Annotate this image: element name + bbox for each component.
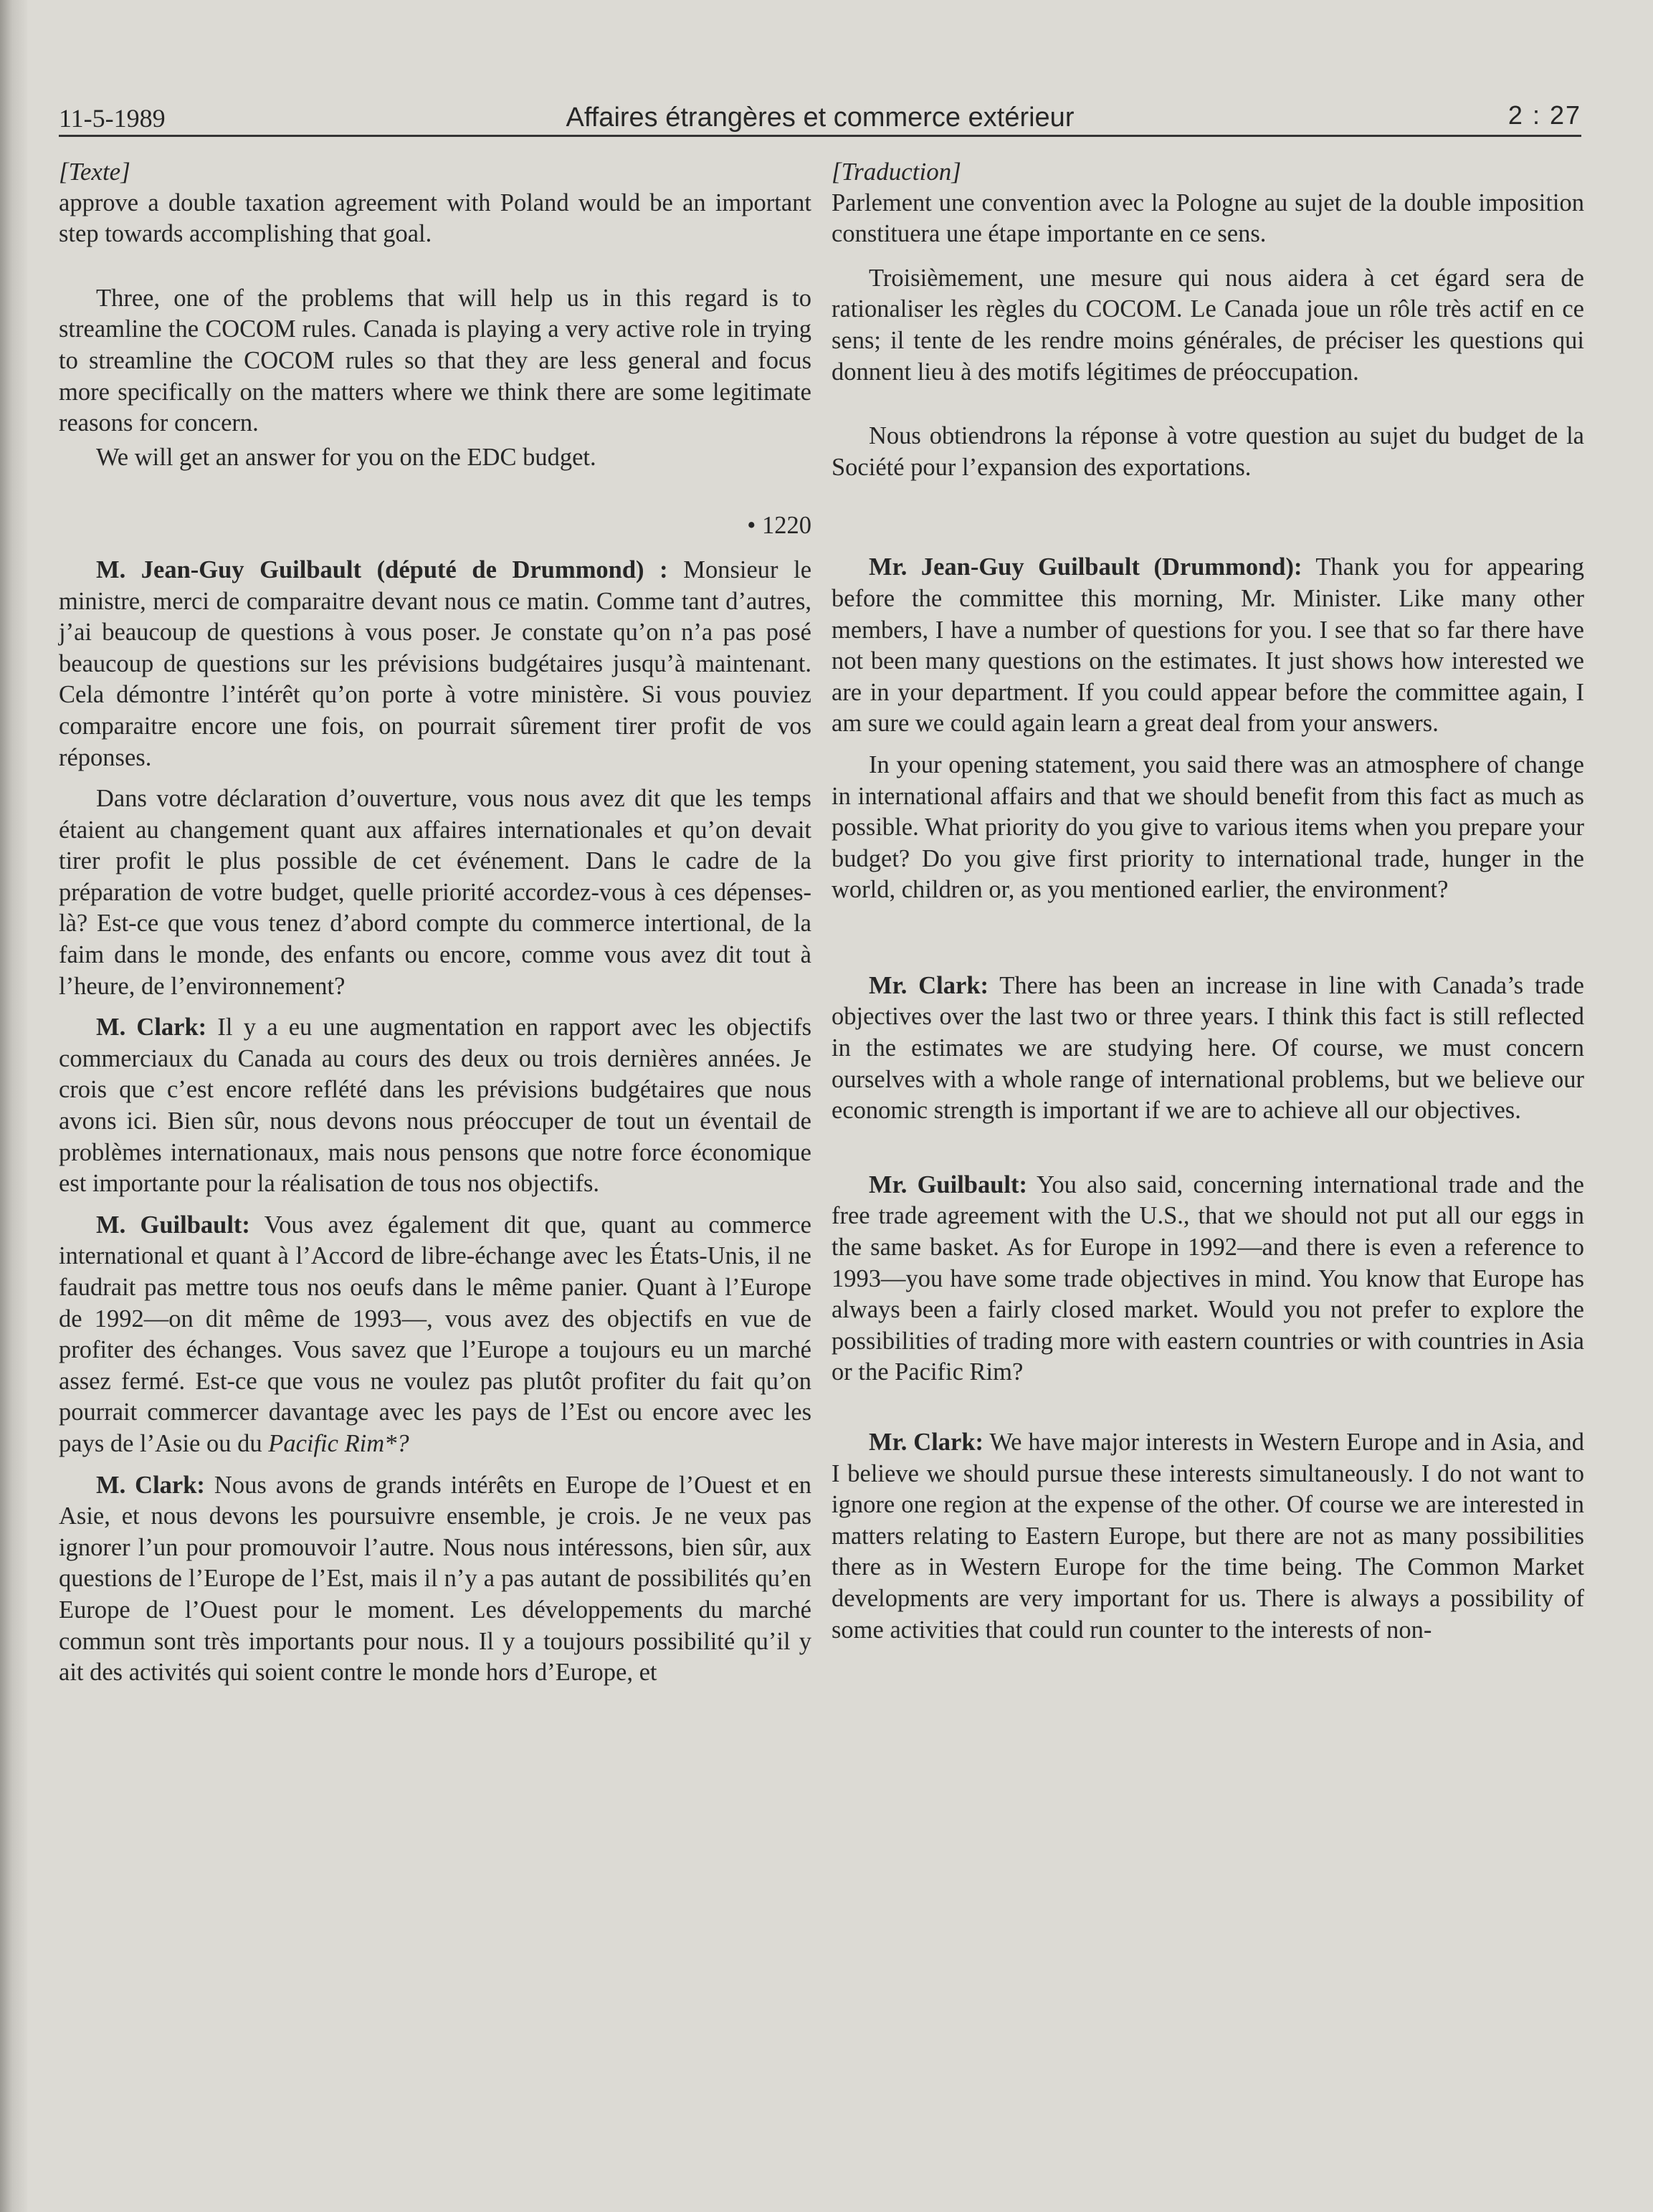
speech-text: We have major interests in Western Europe and in Asia, and I believe we should pursue these interests simultaneously. I do not want to ignore one region at the expense of the other. Of course we are interested in matters relating to Eastern Europe, but there are not as many possibilities there as in Western Europe for the time being. The Common Market developments are very important for us. There is always a possibility of some activities that could run counter to the interests of non- bbox=[832, 1429, 1584, 1644]
page-binding-shadow bbox=[0, 0, 27, 2212]
speaker-name: M. Clark: bbox=[96, 1471, 205, 1499]
speech-guilbault bbox=[59, 1210, 811, 1460]
paragraph: Three, one of the problems that will help us in this regard is to streamline the COCOM rules. Canada is playing a very active role in trying to streamline the COCOM rules so that they are less general and focus more specifically on the matters where we think there are some legitimate reasons for concern. bbox=[59, 284, 811, 437]
speech-clark bbox=[832, 971, 1584, 1127]
speaker-name: Mr. Jean-Guy Guilbault (Drummond): bbox=[869, 553, 1302, 581]
header-date: 11-5-1989 bbox=[59, 104, 166, 133]
speech-text: You also said, concerning international trade and the free trade agreement with the U.S., that we should not put all our eggs in the same basket. As for Europe in 1992—and there is even a reference to 1993—you have some trade objectives in mind. You know that Europe has always been a fairly closed market. Would you not prefer to explore the possibilities of trading more with eastern countries or with countries in Asia or the Pacific Rim? bbox=[832, 1171, 1584, 1386]
paragraph: Nous obtiendrons la réponse à votre question au sujet du budget de la Société pour l’expansion des exportations. bbox=[832, 422, 1584, 481]
speech-text: Il y a eu une augmentation en rapport avec les objectifs commerciaux du Canada au cours des deux ou trois dernières années. Je crois que c’est encore reflété dans les prévisions budgétaires que nous avons ici. Bien sûr, nous devons nous préoccuper de tout un éventail de problèmes internationaux, mais nous pensons que notre force économique est importante pour la réalisation de tous nos objectifs. bbox=[59, 1014, 811, 1198]
speech-text: Thank you for appearing before the committee this morning, Mr. Minister. Like many other members, I have a number of questions for you. I see that so far there have not been many questions on the estimates. It just shows how interested we are in your department. If you could appear before the committee again, I am sure we could again learn a great deal from your answers. bbox=[832, 553, 1584, 738]
paragraph: Parlement une convention avec la Pologne au sujet de la double imposition constituera une étape importante en ce sens. bbox=[832, 189, 1584, 248]
speech-text: Monsieur le ministre, merci de comparaitre devant nous ce matin. Comme tant d’autres, j’ai beaucoup de questions à vous poser. Je constate qu’on n’a pas posé beaucoup de questions sur les prévisions budgétaires jusqu’à maintenant. Cela démontre l’intérêt qu’on porte à votre ministère. Si vous pouviez comparaitre encore une fois, on pourrait sûrement tirer profit de vos réponses. bbox=[59, 556, 812, 771]
paragraph: Dans votre déclaration d’ouverture, vous nous avez dit que les temps étaient au changement quant aux affaires internationales et qu’on devait tirer profit le plus possible de cet événement. Dans le cadre de la préparation de votre budget, quelle priorité accordez-vous à ces dépenses-là? Est-ce que vous tenez d’abord compte du commerce intertional, de la faim dans le monde, des enfants ou encore, comme vous avez dit tout à l’heure, de l’environnement? bbox=[59, 785, 811, 1000]
translation-marker: [Traduction] bbox=[832, 158, 961, 186]
speech-italic-term: Pacific Rim*? bbox=[268, 1429, 409, 1457]
time-stamp: • 1220 bbox=[747, 512, 811, 540]
text-marker: [Texte] bbox=[59, 158, 130, 186]
header-page-number: 2 : 27 bbox=[1507, 100, 1581, 130]
speaker-name: M. Jean-Guy Guilbault (député de Drummond) : bbox=[96, 556, 668, 583]
speaker-name: Mr. Clark: bbox=[869, 971, 989, 999]
speech-guilbault bbox=[59, 555, 811, 773]
speaker-name: M. Clark: bbox=[96, 1014, 207, 1041]
speaker-name: Mr. Clark: bbox=[869, 1429, 984, 1456]
speech-clark bbox=[59, 1470, 811, 1689]
speech-clark bbox=[832, 1427, 1584, 1646]
page-header bbox=[59, 90, 1581, 137]
paragraph: approve a double taxation agreement with Poland would be an important step towards accomplishing that goal. bbox=[59, 189, 811, 248]
speech-text: Nous avons de grands intérêts en Europe de l’Ouest et en Asie, et nous devons les poursuivre ensemble, je crois. Je ne veux pas ignorer l’un pour promouvoir l’autre. Nous nous intéressons, bien sûr, aux questions de l’Europe de l’Est, mais il n’y a pas autant de possibilités qu’en Europe de l’Ouest pour le moment. Les développements du marché commun sont très importants pour nous. Il y a toujours possibilité qu’il y ait des activités qui soient contre le monde hors d’Europe, et bbox=[59, 1471, 811, 1687]
speech-clark bbox=[59, 1012, 811, 1200]
speech-text: There has been an increase in line with Canada’s trade objectives over the last two or three years. I think this fact is still reflected in the estimates we are studying here. Of course, we must concern ourselves with a whole range of international problems, but we believe our economic strength is important if we are to achieve all our objectives. bbox=[832, 971, 1584, 1125]
french-translation-column bbox=[832, 156, 1584, 1646]
paragraph: In your opening statement, you said there was an atmosphere of change in international affairs and that we should benefit from this fact as much as possible. What priority do you give to various items when you prepare your budget? Do you give first priority to international trade, hunger in the world, children or, as you mentioned earlier, the environment? bbox=[832, 750, 1584, 904]
paragraph: Troisièmement, une mesure qui nous aidera à cet égard sera de rationaliser les règles du COCOM. Le Canada joue un rôle très actif en ce sens; il tente de les rendre moins générales, de préciser les questions qui donnent lieu à des motifs légitimes de préoccupation. bbox=[832, 264, 1584, 386]
speech-text: Vous avez également dit que, quant au commerce international et quant à l’Accord de libre-échange avec les États-Unis, il ne faudrait pas mettre tous nos oeufs dans le même panier. Quant à l’Europe de 1992—on dit même de 1993—, vous avez des objectifs en vue de profiter des échanges. Vous savez que l’Europe a toujours eu un marché assez fermé. Est-ce que vous ne voulez pas plutôt profiter du fait qu’on pourrait commercer davantage avec les pays de l’Est ou encore avec les pays de l’Asie ou du bbox=[59, 1211, 811, 1457]
speaker-name: M. Guilbault: bbox=[96, 1211, 250, 1239]
speaker-name: Mr. Guilbault: bbox=[869, 1171, 1027, 1198]
speech-guilbault bbox=[832, 1170, 1584, 1388]
header-title: Affaires étrangères et commerce extérieur bbox=[566, 103, 1075, 133]
paragraph: We will get an answer for you on the EDC budget. bbox=[96, 443, 596, 471]
english-original-column bbox=[59, 156, 811, 1689]
speech-guilbault bbox=[832, 552, 1584, 740]
